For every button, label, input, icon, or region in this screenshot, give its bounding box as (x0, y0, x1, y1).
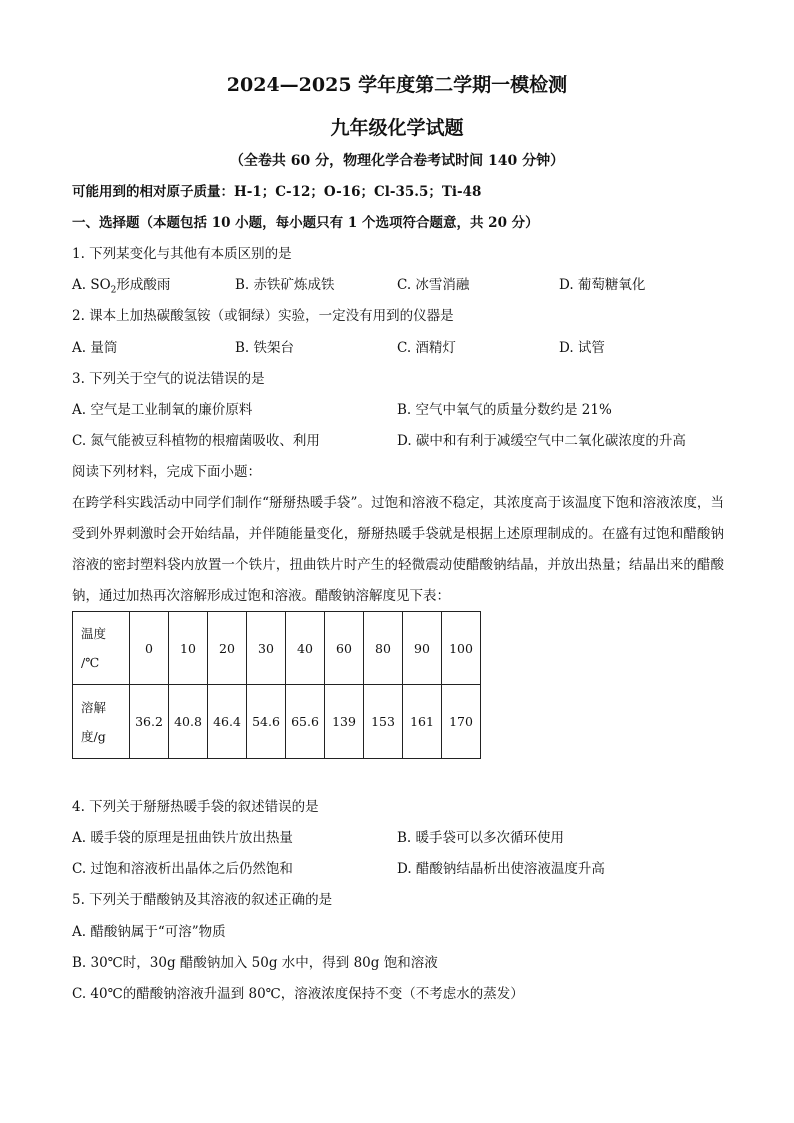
temperature-cell: 30 (247, 612, 286, 685)
temperature-label: 温度 /℃ (73, 612, 130, 685)
solubility-cell: 36.2 (130, 685, 169, 759)
q1-option-b: B. 赤铁矿炼成铁 (235, 277, 335, 293)
temperature-cell: 90 (403, 612, 442, 685)
q3-option-c: C. 氮气能被豆科植物的根瘤菌吸收、利用 (72, 433, 320, 449)
atomic-masses: 可能用到的相对原子质量：H-1；C-12；O-16；Cl-35.5；Ti-48 (72, 184, 482, 200)
q1-option-d: D. 葡萄糖氧化 (559, 277, 646, 293)
q4-option-b: B. 暖手袋可以多次循环使用 (397, 830, 565, 846)
reading-intro: 阅读下列材料，完成下面小题： (72, 464, 261, 480)
temperature-cell: 80 (364, 612, 403, 685)
q1-option-c: C. 冰雪消融 (397, 277, 470, 293)
q2-stem: 2. 课本上加热碳酸氢铵（或铜绿）实验，一定没有用到的仪器是 (72, 308, 454, 324)
temperature-cell: 60 (325, 612, 364, 685)
solubility-label: 溶解 度/g (73, 685, 130, 759)
solubility-table (72, 611, 481, 759)
solubility-cell: 170 (442, 685, 481, 759)
q3-option-a: A. 空气是工业制氧的廉价原料 (72, 402, 253, 418)
temperature-cell: 20 (208, 612, 247, 685)
solubility-cell: 153 (364, 685, 403, 759)
temperature-cell: 10 (169, 612, 208, 685)
temperature-cell: 0 (130, 612, 169, 685)
solubility-cell: 40.8 (169, 685, 208, 759)
reading-passage: 在跨学科实践活动中同学们制作“掰掰热暖手袋”。过饱和溶液不稳定，其浓度高于该温度下饱和溶液浓度，当受到外界刺激时会开始结晶，并伴随能量变化，掰掰热暖手袋就是根据上述原理制成的。在盛有过饱和醋酸钠溶液的密封塑料袋内放置一个铁片，扭曲铁片时产生的轻微震动使醋酸钠结晶，并放出热量；结晶出来的醋酸钠，通过加热再次溶解形成过饱和溶液。醋酸钠溶解度见下表： (72, 495, 724, 604)
solubility-row (73, 685, 481, 759)
q2-option-c: C. 酒精灯 (397, 340, 456, 356)
q4-option-d: D. 醋酸钠结晶析出使溶液温度升高 (397, 861, 605, 877)
q1-option-a (72, 276, 170, 300)
q2-option-a: A. 量筒 (72, 340, 118, 356)
q5-option-b: B. 30℃时，30g 醋酸钠加入 50g 水中，得到 80g 饱和溶液 (72, 955, 438, 971)
q1-option-a-sub: 2 (110, 285, 117, 296)
exam-subtitle: 九年级化学试题 (330, 117, 464, 139)
q1-stem: 1. 下列某变化与其他有本质区别的是 (72, 246, 292, 262)
solubility-cell: 65.6 (286, 685, 325, 759)
solubility-cell: 161 (403, 685, 442, 759)
q3-stem: 3. 下列关于空气的说法错误的是 (72, 371, 265, 387)
q2-option-d: D. 试管 (559, 340, 605, 356)
temperature-row (73, 612, 481, 685)
q2-option-b: B. 铁架台 (235, 340, 295, 356)
solubility-cell: 54.6 (247, 685, 286, 759)
q1-option-a-post: 形成酸雨 (116, 277, 171, 293)
q4-option-c: C. 过饱和溶液析出晶体之后仍然饱和 (72, 861, 293, 877)
temperature-cell: 100 (442, 612, 481, 685)
exam-note: （全卷共 60 分，物理化学合卷考试时间 140 分钟） (229, 153, 565, 169)
q4-stem: 4. 下列关于掰掰热暖手袋的叙述错误的是 (72, 799, 319, 815)
q5-option-a: A. 醋酸钠属于“可溶”物质 (72, 924, 226, 940)
q5-stem: 5. 下列关于醋酸钠及其溶液的叙述正确的是 (72, 892, 333, 908)
q1-option-a-pre: A. SO (72, 277, 111, 293)
q4-option-a: A. 暖手袋的原理是扭曲铁片放出热量 (72, 830, 293, 846)
solubility-cell: 139 (325, 685, 364, 759)
section-heading: 一、选择题（本题包括 10 小题，每小题只有 1 个选项符合题意，共 20 分） (72, 215, 539, 231)
exam-title: 2024—2025 学年度第二学期一模检测 (226, 74, 568, 96)
solubility-cell: 46.4 (208, 685, 247, 759)
temperature-cell: 40 (286, 612, 325, 685)
q5-option-c: C. 40℃的醋酸钠溶液升温到 80℃，溶液浓度保持不变（不考虑水的蒸发） (72, 986, 524, 1002)
q3-option-b: B. 空气中氧气的质量分数约是 21% (397, 402, 612, 418)
q3-option-d: D. 碳中和有利于减缓空气中二氧化碳浓度的升高 (397, 433, 686, 449)
